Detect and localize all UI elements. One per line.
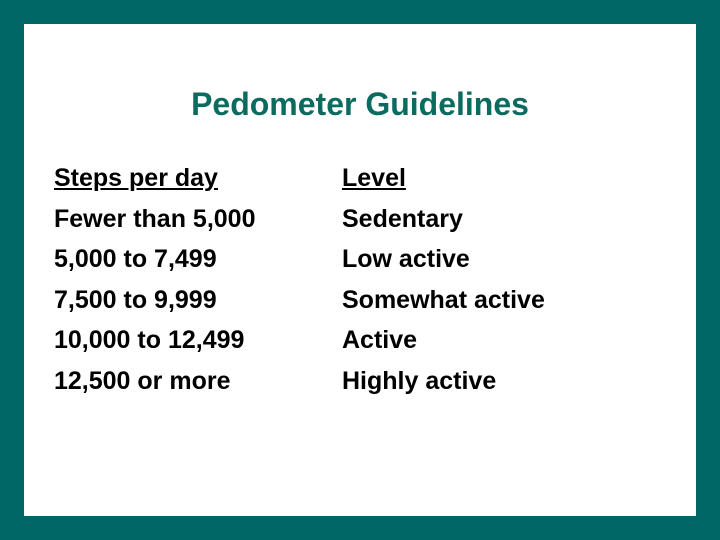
slide-title: Pedometer Guidelines bbox=[191, 86, 529, 122]
steps-row: 10,000 to 12,499 bbox=[54, 326, 245, 354]
level-row: Sedentary bbox=[342, 204, 463, 233]
level-header: Level bbox=[342, 164, 406, 192]
slide-panel bbox=[24, 24, 696, 516]
steps-row: 5,000 to 7,499 bbox=[54, 245, 217, 273]
steps-row: Fewer than 5,000 bbox=[54, 204, 256, 233]
level-row: Low active bbox=[342, 245, 470, 273]
steps-header: Steps per day bbox=[54, 164, 218, 192]
level-column bbox=[342, 158, 545, 401]
level-row: Somewhat active bbox=[342, 285, 545, 314]
steps-row: 7,500 to 9,999 bbox=[54, 285, 217, 314]
steps-row: 12,500 or more bbox=[54, 366, 231, 395]
level-row: Active bbox=[342, 326, 418, 354]
level-row: Highly active bbox=[342, 366, 497, 395]
steps-column bbox=[54, 158, 255, 401]
